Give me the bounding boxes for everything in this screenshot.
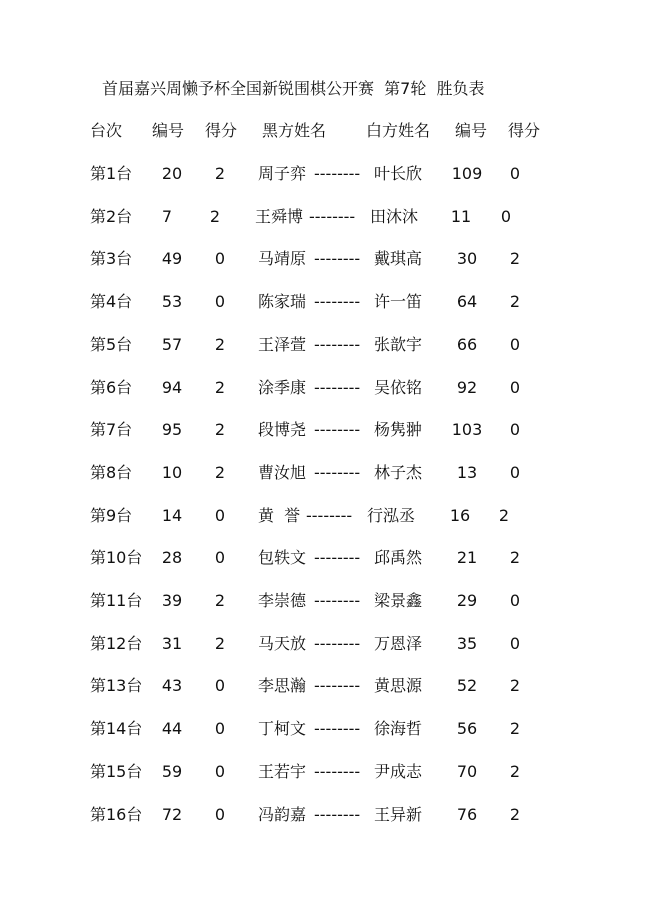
row-white-name: 王异新 — [374, 804, 423, 824]
row-white-score: 2 — [509, 804, 521, 824]
row-black-name: 王泽萱 — [258, 334, 307, 354]
row-table: 第5台 — [90, 334, 133, 354]
row-white-number: 11 — [450, 206, 472, 226]
row-black-score: 0 — [214, 761, 226, 781]
table-row — [0, 718, 650, 740]
row-black-name: 段博尧 — [258, 420, 307, 440]
row-white-score: 2 — [509, 249, 521, 269]
row-table: 第16台 — [90, 804, 143, 824]
table-row — [0, 377, 650, 399]
row-white-name: 徐海哲 — [374, 719, 423, 739]
row-black-number: 72 — [161, 804, 183, 824]
row-white-number: 35 — [456, 633, 478, 653]
row-white-name: 尹成志 — [374, 761, 423, 781]
row-black-number: 59 — [161, 761, 183, 781]
row-separator: -------- — [314, 676, 361, 696]
row-black-name: 李思瀚 — [258, 676, 307, 696]
row-table: 第6台 — [90, 377, 133, 397]
table-row — [0, 419, 650, 441]
row-white-name: 黄思源 — [374, 676, 423, 696]
row-white-number: 29 — [456, 591, 478, 610]
row-black-name: 王若宇 — [258, 761, 307, 781]
row-black-name: 陈家瑞 — [258, 292, 307, 312]
row-black-score: 2 — [214, 591, 226, 610]
table-row — [0, 163, 650, 185]
row-separator: -------- — [314, 164, 361, 183]
row-black-score: 2 — [214, 462, 226, 482]
row-separator: -------- — [314, 292, 361, 312]
row-table: 第14台 — [90, 719, 143, 739]
row-black-name: 王舜博 — [255, 206, 304, 226]
table-row — [0, 804, 650, 826]
table-row — [0, 590, 650, 612]
row-black-number: 7 — [161, 206, 173, 226]
row-table: 第12台 — [90, 633, 143, 653]
row-separator: -------- — [306, 505, 353, 525]
row-separator: -------- — [314, 420, 361, 440]
row-table: 第15台 — [90, 761, 143, 781]
row-table: 第3台 — [90, 249, 133, 269]
row-white-number: 56 — [456, 719, 478, 739]
row-white-name: 许一笛 — [374, 292, 423, 312]
row-black-name: 曹汝旭 — [258, 462, 307, 482]
row-table: 第11台 — [90, 591, 143, 610]
row-separator: -------- — [314, 377, 361, 397]
row-white-number: 64 — [456, 292, 478, 312]
row-white-score: 0 — [509, 591, 521, 610]
row-table: 第2台 — [90, 206, 133, 226]
table-row — [0, 462, 650, 484]
row-white-number: 13 — [456, 462, 478, 482]
row-white-number: 21 — [456, 548, 478, 568]
table-row — [0, 547, 650, 569]
row-white-number: 30 — [456, 249, 478, 269]
row-white-number: 70 — [456, 761, 478, 781]
row-table: 第10台 — [90, 548, 143, 568]
header-white-number: 编号 — [455, 121, 488, 140]
row-white-name: 叶长欣 — [374, 164, 423, 183]
row-white-name: 戴琪高 — [374, 249, 423, 269]
row-separator: -------- — [309, 206, 356, 226]
row-black-score: 2 — [214, 633, 226, 653]
row-black-score: 0 — [214, 505, 226, 525]
row-white-name: 邱禹然 — [374, 548, 423, 568]
row-black-score: 0 — [214, 548, 226, 568]
row-white-name: 行泓丞 — [367, 505, 416, 525]
row-white-number: 92 — [456, 377, 478, 397]
row-white-number: 109 — [451, 164, 483, 183]
table-row — [0, 248, 650, 270]
row-white-score: 2 — [498, 505, 510, 525]
row-white-score: 2 — [509, 719, 521, 739]
row-black-name: 黄 誉 — [258, 505, 301, 525]
row-black-score: 0 — [214, 249, 226, 269]
header-black-number: 编号 — [152, 121, 185, 140]
row-white-name: 梁景鑫 — [374, 591, 423, 610]
row-white-score: 0 — [500, 206, 512, 226]
row-black-number: 20 — [161, 164, 183, 183]
row-white-name: 林子杰 — [374, 462, 423, 482]
table-row — [0, 206, 650, 228]
table-row — [0, 291, 650, 313]
row-black-number: 31 — [161, 633, 183, 653]
row-white-name: 吴依铭 — [374, 377, 423, 397]
row-black-number: 57 — [161, 334, 183, 354]
row-black-score: 2 — [209, 206, 221, 226]
row-black-number: 14 — [161, 505, 183, 525]
header-table: 台次 — [90, 121, 123, 140]
row-table: 第13台 — [90, 676, 143, 696]
row-white-number: 52 — [456, 676, 478, 696]
row-separator: -------- — [314, 462, 361, 482]
row-white-score: 2 — [509, 292, 521, 312]
table-row — [0, 761, 650, 783]
row-table: 第9台 — [90, 505, 133, 525]
row-white-name: 杨隽翀 — [374, 420, 423, 440]
row-black-number: 43 — [161, 676, 183, 696]
row-black-number: 95 — [161, 420, 183, 440]
row-separator: -------- — [314, 548, 361, 568]
row-separator: -------- — [314, 761, 361, 781]
row-white-number: 16 — [449, 505, 471, 525]
row-table: 第4台 — [90, 292, 133, 312]
page-title: 首届嘉兴周懒予杯全国新锐围棋公开赛 第7轮 胜负表 — [102, 79, 485, 98]
row-black-number: 28 — [161, 548, 183, 568]
row-white-score: 2 — [509, 761, 521, 781]
row-white-name: 张歆宇 — [374, 334, 423, 354]
header-black-score: 得分 — [205, 121, 238, 140]
row-white-number: 103 — [451, 420, 483, 440]
table-row — [0, 505, 650, 527]
row-black-name: 涂季康 — [258, 377, 307, 397]
row-black-number: 49 — [161, 249, 183, 269]
row-table: 第7台 — [90, 420, 133, 440]
header-black-name: 黑方姓名 — [262, 121, 327, 140]
row-separator: -------- — [314, 591, 361, 610]
row-white-number: 66 — [456, 334, 478, 354]
header-white-score: 得分 — [508, 121, 541, 140]
table-row — [0, 675, 650, 697]
row-white-score: 0 — [509, 633, 521, 653]
row-black-number: 10 — [161, 462, 183, 482]
row-white-score: 0 — [509, 462, 521, 482]
row-white-name: 田沐沐 — [370, 206, 419, 226]
row-black-name: 马天放 — [258, 633, 307, 653]
row-separator: -------- — [314, 804, 361, 824]
row-white-score: 0 — [509, 164, 521, 183]
row-black-score: 0 — [214, 292, 226, 312]
row-black-score: 0 — [214, 719, 226, 739]
row-separator: -------- — [314, 334, 361, 354]
row-black-score: 2 — [214, 377, 226, 397]
row-black-score: 2 — [214, 334, 226, 354]
row-white-score: 0 — [509, 377, 521, 397]
header-white-name: 白方姓名 — [366, 121, 431, 140]
row-separator: -------- — [314, 719, 361, 739]
row-white-score: 0 — [509, 334, 521, 354]
row-black-name: 包轶文 — [258, 548, 307, 568]
table-row — [0, 633, 650, 655]
row-separator: -------- — [314, 633, 361, 653]
row-black-number: 94 — [161, 377, 183, 397]
row-white-score: 0 — [509, 420, 521, 440]
row-white-score: 2 — [509, 548, 521, 568]
row-black-score: 0 — [214, 804, 226, 824]
row-black-score: 2 — [214, 420, 226, 440]
row-table: 第1台 — [90, 164, 133, 183]
table-row — [0, 334, 650, 356]
row-black-number: 44 — [161, 719, 183, 739]
table-header — [0, 120, 650, 142]
row-black-number: 39 — [161, 591, 183, 610]
row-table: 第8台 — [90, 462, 133, 482]
row-white-number: 76 — [456, 804, 478, 824]
row-black-score: 0 — [214, 676, 226, 696]
row-white-score: 2 — [509, 676, 521, 696]
row-black-number: 53 — [161, 292, 183, 312]
row-white-name: 万恩泽 — [374, 633, 423, 653]
row-black-name: 冯韵嘉 — [258, 804, 307, 824]
row-black-name: 丁柯文 — [258, 719, 307, 739]
row-black-name: 周子弈 — [258, 164, 307, 183]
row-black-score: 2 — [214, 164, 226, 183]
row-black-name: 李崇德 — [258, 591, 307, 610]
row-separator: -------- — [314, 249, 361, 269]
row-black-name: 马靖原 — [258, 249, 307, 269]
